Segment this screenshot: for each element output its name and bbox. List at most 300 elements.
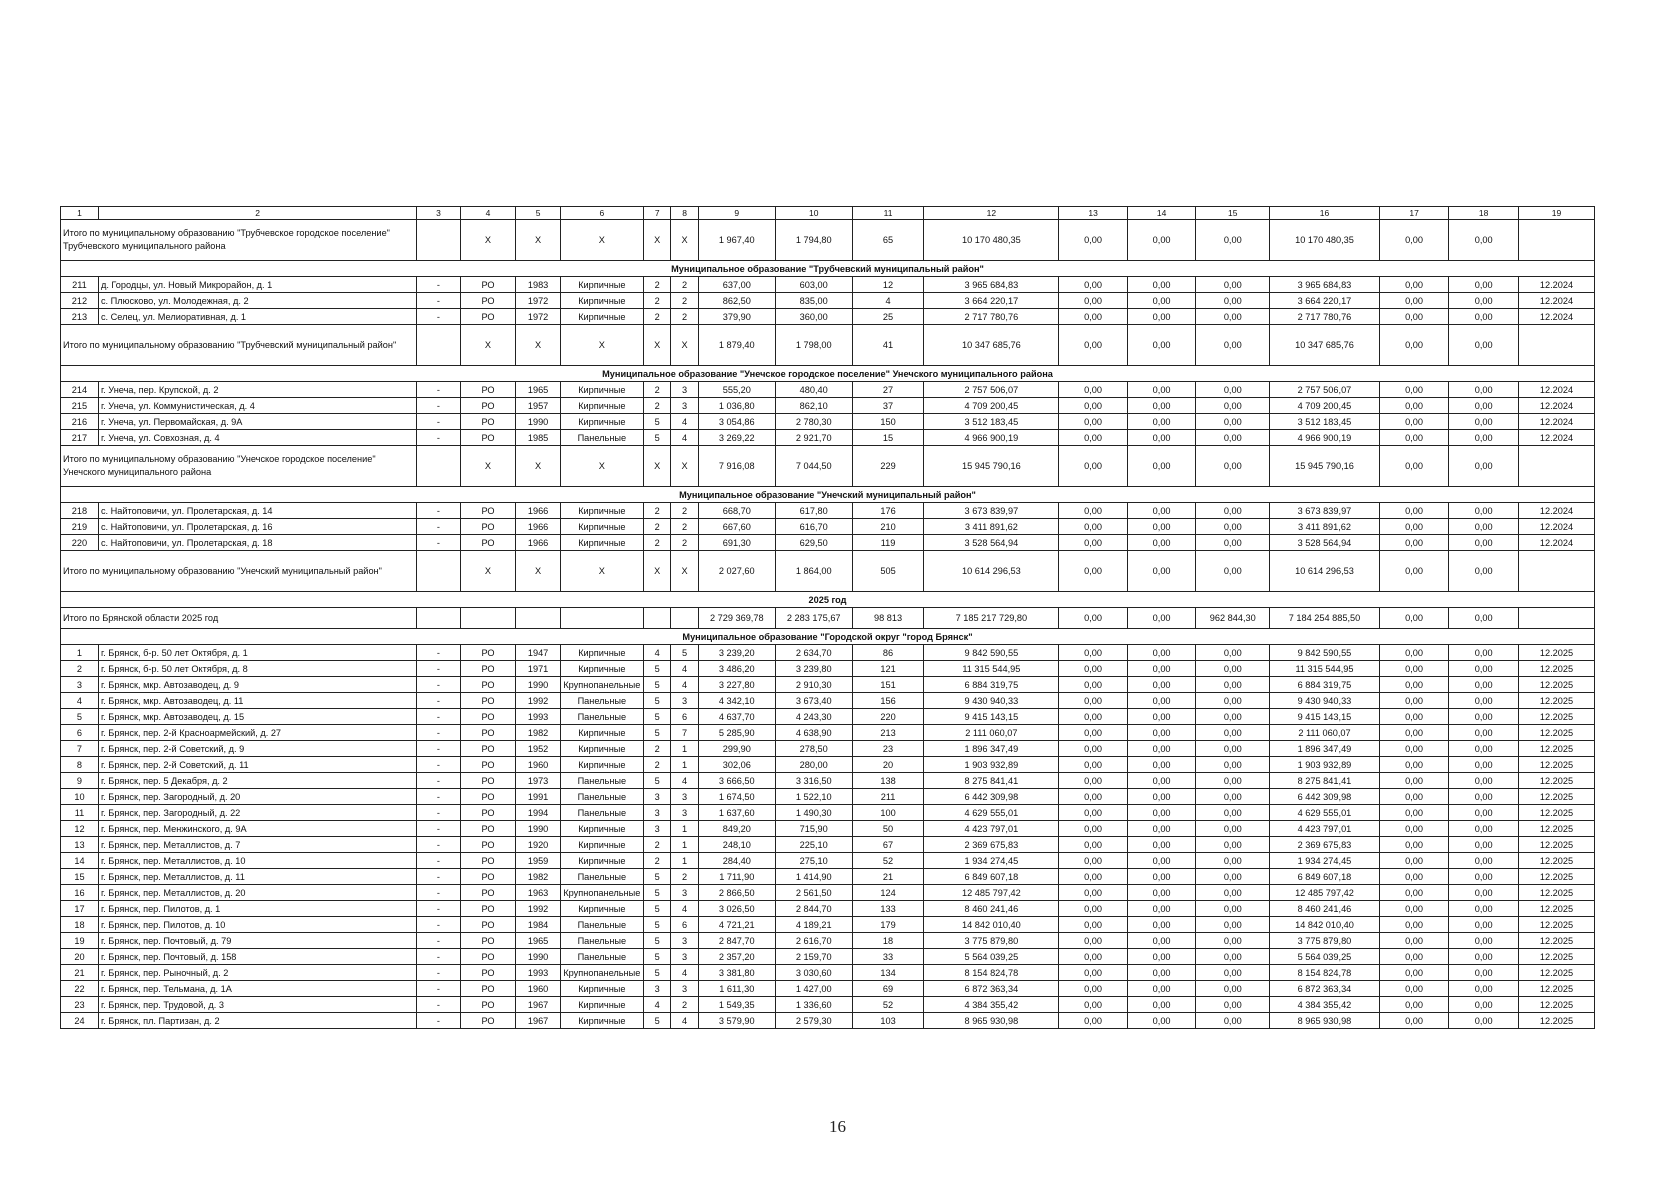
table-cell: Кирпичные bbox=[560, 757, 643, 773]
section-heading-row bbox=[61, 629, 1595, 645]
table-cell: 0,00 bbox=[1059, 853, 1128, 869]
table-cell: 12 bbox=[852, 277, 924, 293]
column-number-cell: 3 bbox=[417, 207, 460, 220]
table-cell: - bbox=[417, 645, 460, 661]
total-cell: X bbox=[560, 551, 643, 592]
total-cell: 0,00 bbox=[1449, 551, 1519, 592]
address-cell: г. Брянск, пер. Почтовый, д. 79 bbox=[98, 933, 416, 949]
address-cell: г. Брянск, пер. Тельмана, д. 1А bbox=[98, 981, 416, 997]
table-cell: - bbox=[417, 853, 460, 869]
table-cell: 9 bbox=[61, 773, 99, 789]
table-cell: 1973 bbox=[516, 773, 560, 789]
table-cell: 0,00 bbox=[1127, 382, 1196, 398]
table-cell: 1966 bbox=[516, 519, 560, 535]
total-cell: 0,00 bbox=[1059, 446, 1128, 487]
total-label: Итого по муниципальному образованию "Трубчевский муниципальный район" bbox=[61, 325, 417, 366]
total-cell bbox=[1518, 220, 1594, 261]
table-row bbox=[61, 933, 1595, 949]
table-cell: РО bbox=[460, 677, 516, 693]
table-cell: 0,00 bbox=[1127, 869, 1196, 885]
page-number: 16 bbox=[829, 1117, 846, 1136]
table-cell: 25 bbox=[852, 309, 924, 325]
column-number-cell: 8 bbox=[671, 207, 698, 220]
section-heading: Муниципальное образование "Унечское городское поселение" Унечского муниципального района bbox=[61, 366, 1595, 382]
table-cell: 5 564 039,25 bbox=[924, 949, 1059, 965]
table-cell: 0,00 bbox=[1196, 901, 1270, 917]
table-row bbox=[61, 382, 1595, 398]
table-cell: 0,00 bbox=[1449, 677, 1519, 693]
total-cell: 0,00 bbox=[1127, 608, 1196, 629]
table-cell: 0,00 bbox=[1449, 725, 1519, 741]
table-cell: 0,00 bbox=[1379, 661, 1449, 677]
table-cell: 1990 bbox=[516, 949, 560, 965]
table-cell: 280,00 bbox=[775, 757, 852, 773]
table-cell: 4 243,30 bbox=[775, 709, 852, 725]
table-cell: 0,00 bbox=[1379, 693, 1449, 709]
table-row bbox=[61, 757, 1595, 773]
table-cell: 617,80 bbox=[775, 503, 852, 519]
table-cell: 360,00 bbox=[775, 309, 852, 325]
table-cell: 2 bbox=[643, 853, 670, 869]
total-cell: 0,00 bbox=[1379, 608, 1449, 629]
table-cell: 69 bbox=[852, 981, 924, 997]
table-cell: Кирпичные bbox=[560, 277, 643, 293]
table-cell: 37 bbox=[852, 398, 924, 414]
table-row bbox=[61, 997, 1595, 1013]
table-cell: 156 bbox=[852, 693, 924, 709]
table-cell: 12.2024 bbox=[1518, 382, 1594, 398]
table-row bbox=[61, 949, 1595, 965]
table-cell: 0,00 bbox=[1127, 277, 1196, 293]
table-cell: 3 673 839,97 bbox=[924, 503, 1059, 519]
table-cell: 0,00 bbox=[1379, 837, 1449, 853]
column-number-cell: 17 bbox=[1379, 207, 1449, 220]
table-cell: 0,00 bbox=[1059, 885, 1128, 901]
table-cell: 0,00 bbox=[1127, 414, 1196, 430]
table-cell: 0,00 bbox=[1379, 821, 1449, 837]
table-row bbox=[61, 535, 1595, 551]
table-cell: Панельные bbox=[560, 933, 643, 949]
table-cell: РО bbox=[460, 933, 516, 949]
table-cell: 212 bbox=[61, 293, 99, 309]
table-cell: 12.2024 bbox=[1518, 519, 1594, 535]
address-cell: г. Брянск, пер. Загородный, д. 22 bbox=[98, 805, 416, 821]
total-cell: X bbox=[671, 551, 698, 592]
table-cell: 0,00 bbox=[1379, 382, 1449, 398]
table-cell: 616,70 bbox=[775, 519, 852, 535]
table-cell: 1 bbox=[61, 645, 99, 661]
table-cell: 18 bbox=[61, 917, 99, 933]
table-cell: 12.2025 bbox=[1518, 693, 1594, 709]
table-cell: РО bbox=[460, 997, 516, 1013]
address-cell: г. Брянск, пер. 2-й Советский, д. 11 bbox=[98, 757, 416, 773]
table-cell: 2 bbox=[643, 503, 670, 519]
total-cell: 0,00 bbox=[1379, 551, 1449, 592]
table-cell: 4 637,70 bbox=[698, 709, 775, 725]
subtotal-row bbox=[61, 325, 1595, 366]
table-cell: 2 579,30 bbox=[775, 1013, 852, 1029]
table-cell: Кирпичные bbox=[560, 293, 643, 309]
table-cell: 3 026,50 bbox=[698, 901, 775, 917]
table-cell: 2 921,70 bbox=[775, 430, 852, 446]
table-cell: 3 965 684,83 bbox=[924, 277, 1059, 293]
table-cell: 2 bbox=[671, 997, 698, 1013]
table-cell: 0,00 bbox=[1379, 965, 1449, 981]
table-cell: - bbox=[417, 693, 460, 709]
table-cell: Кирпичные bbox=[560, 661, 643, 677]
table-cell: 6 bbox=[671, 709, 698, 725]
table-cell: 0,00 bbox=[1449, 709, 1519, 725]
table-cell: 8 275 841,41 bbox=[1270, 773, 1380, 789]
table-cell: 0,00 bbox=[1059, 503, 1128, 519]
table-cell: РО bbox=[460, 741, 516, 757]
table-cell: 12.2024 bbox=[1518, 503, 1594, 519]
table-cell: 86 bbox=[852, 645, 924, 661]
total-cell: X bbox=[460, 551, 516, 592]
table-cell: 12.2025 bbox=[1518, 1013, 1594, 1029]
total-label: Итого по муниципальному образованию "Трубчевское городское поселение" Трубчевского муниципального района bbox=[61, 220, 417, 261]
table-cell: 23 bbox=[852, 741, 924, 757]
table-cell: 0,00 bbox=[1196, 869, 1270, 885]
table-cell: - bbox=[417, 757, 460, 773]
table-cell: 5 bbox=[643, 1013, 670, 1029]
table-cell: 6 884 319,75 bbox=[924, 677, 1059, 693]
table-cell: 211 bbox=[61, 277, 99, 293]
table-cell: 3 bbox=[671, 981, 698, 997]
table-cell: - bbox=[417, 805, 460, 821]
table-cell: 0,00 bbox=[1449, 661, 1519, 677]
table-cell: 211 bbox=[852, 789, 924, 805]
address-cell: г. Унеча, ул. Совхозная, д. 4 bbox=[98, 430, 416, 446]
table-cell: 10 bbox=[61, 789, 99, 805]
column-number-cell: 16 bbox=[1270, 207, 1380, 220]
table-cell: 23 bbox=[61, 997, 99, 1013]
total-cell bbox=[516, 608, 560, 629]
table-cell: 0,00 bbox=[1379, 677, 1449, 693]
table-cell: 2 bbox=[671, 869, 698, 885]
table-cell: - bbox=[417, 503, 460, 519]
table-cell: 4 709 200,45 bbox=[924, 398, 1059, 414]
table-cell: 0,00 bbox=[1059, 933, 1128, 949]
table-cell: 629,50 bbox=[775, 535, 852, 551]
table-cell: 0,00 bbox=[1449, 789, 1519, 805]
table-cell: 3 486,20 bbox=[698, 661, 775, 677]
total-cell: X bbox=[516, 551, 560, 592]
table-cell: 8 460 241,46 bbox=[1270, 901, 1380, 917]
section-heading-row bbox=[61, 592, 1595, 608]
table-cell: Кирпичные bbox=[560, 853, 643, 869]
total-cell bbox=[1518, 325, 1594, 366]
table-cell: 1993 bbox=[516, 965, 560, 981]
total-cell: X bbox=[671, 325, 698, 366]
table-cell: 0,00 bbox=[1379, 917, 1449, 933]
table-cell: Кирпичные bbox=[560, 398, 643, 414]
table-cell: Крупнопанельные bbox=[560, 965, 643, 981]
table-cell: 0,00 bbox=[1379, 789, 1449, 805]
table-cell: - bbox=[417, 709, 460, 725]
table-cell: 3 381,80 bbox=[698, 965, 775, 981]
total-cell bbox=[1518, 446, 1594, 487]
table-cell: 555,20 bbox=[698, 382, 775, 398]
table-cell: РО bbox=[460, 917, 516, 933]
table-cell: 0,00 bbox=[1059, 949, 1128, 965]
table-cell: 5 bbox=[643, 901, 670, 917]
address-cell: г. Брянск, пер. Загородный, д. 20 bbox=[98, 789, 416, 805]
table-cell: 0,00 bbox=[1449, 503, 1519, 519]
table-cell: 3 bbox=[671, 789, 698, 805]
total-cell bbox=[560, 608, 643, 629]
table-cell: 4 bbox=[671, 1013, 698, 1029]
table-cell: 12.2025 bbox=[1518, 789, 1594, 805]
table-cell: 3 411 891,62 bbox=[924, 519, 1059, 535]
document-sheet bbox=[60, 206, 1595, 1029]
table-cell: 4 384 355,42 bbox=[1270, 997, 1380, 1013]
table-cell: 0,00 bbox=[1059, 277, 1128, 293]
table-cell: 2 111 060,07 bbox=[924, 725, 1059, 741]
table-cell: Панельные bbox=[560, 773, 643, 789]
table-cell: РО bbox=[460, 693, 516, 709]
table-cell: 3 bbox=[671, 949, 698, 965]
table-cell: 1960 bbox=[516, 757, 560, 773]
table-cell: 1920 bbox=[516, 837, 560, 853]
address-cell: г. Брянск, пер. Металлистов, д. 10 bbox=[98, 853, 416, 869]
table-cell: 12.2025 bbox=[1518, 757, 1594, 773]
total-cell bbox=[643, 608, 670, 629]
table-cell: - bbox=[417, 917, 460, 933]
total-cell: X bbox=[560, 446, 643, 487]
table-cell: 12.2025 bbox=[1518, 933, 1594, 949]
table-cell: 1994 bbox=[516, 805, 560, 821]
table-cell: 3 030,60 bbox=[775, 965, 852, 981]
address-cell: г. Брянск, пер. Пилотов, д. 1 bbox=[98, 901, 416, 917]
table-cell: 2 357,20 bbox=[698, 949, 775, 965]
table-cell: РО bbox=[460, 414, 516, 430]
table-cell: 4 bbox=[643, 645, 670, 661]
table-cell: 2 bbox=[643, 757, 670, 773]
total-cell: 2 283 175,67 bbox=[775, 608, 852, 629]
table-cell: 0,00 bbox=[1127, 917, 1196, 933]
total-cell: 505 bbox=[852, 551, 924, 592]
table-row bbox=[61, 869, 1595, 885]
table-cell: - bbox=[417, 837, 460, 853]
table-row bbox=[61, 805, 1595, 821]
table-cell: 0,00 bbox=[1196, 853, 1270, 869]
total-cell: X bbox=[643, 220, 670, 261]
table-cell: 0,00 bbox=[1059, 901, 1128, 917]
table-cell: РО bbox=[460, 519, 516, 535]
table-cell: 0,00 bbox=[1449, 430, 1519, 446]
table-cell: 12.2025 bbox=[1518, 741, 1594, 757]
total-cell: 15 945 790,16 bbox=[1270, 446, 1380, 487]
total-cell: 0,00 bbox=[1127, 446, 1196, 487]
table-cell: 4 bbox=[671, 901, 698, 917]
total-cell: X bbox=[671, 446, 698, 487]
column-number-cell: 5 bbox=[516, 207, 560, 220]
table-cell: 12.2025 bbox=[1518, 917, 1594, 933]
total-cell: 1 879,40 bbox=[698, 325, 775, 366]
table-cell: 11 315 544,95 bbox=[924, 661, 1059, 677]
total-cell bbox=[417, 325, 460, 366]
address-cell: г. Брянск, пер. 2-й Красноармейский, д. 27 bbox=[98, 725, 416, 741]
table-cell: 8 154 824,78 bbox=[924, 965, 1059, 981]
table-cell: - bbox=[417, 382, 460, 398]
total-cell bbox=[1518, 608, 1594, 629]
table-cell: 12.2024 bbox=[1518, 398, 1594, 414]
table-cell: 12 bbox=[61, 821, 99, 837]
table-cell: 0,00 bbox=[1196, 997, 1270, 1013]
total-cell: 10 347 685,76 bbox=[924, 325, 1059, 366]
table-cell: 5 bbox=[643, 661, 670, 677]
table-cell: 0,00 bbox=[1127, 901, 1196, 917]
table-cell: 7 bbox=[61, 741, 99, 757]
table-row bbox=[61, 901, 1595, 917]
table-cell: РО bbox=[460, 805, 516, 821]
table-cell: 0,00 bbox=[1059, 309, 1128, 325]
table-cell: 0,00 bbox=[1449, 821, 1519, 837]
table-cell: 1957 bbox=[516, 398, 560, 414]
address-cell: г. Брянск, б-р. 50 лет Октября, д. 8 bbox=[98, 661, 416, 677]
total-cell: 0,00 bbox=[1449, 220, 1519, 261]
table-cell: 3 528 564,94 bbox=[924, 535, 1059, 551]
table-cell: 1 896 347,49 bbox=[1270, 741, 1380, 757]
table-cell: 0,00 bbox=[1379, 901, 1449, 917]
table-cell: 0,00 bbox=[1127, 535, 1196, 551]
grand-total-row bbox=[61, 608, 1595, 629]
table-cell: 12.2025 bbox=[1518, 869, 1594, 885]
column-number-cell: 11 bbox=[852, 207, 924, 220]
table-cell: 0,00 bbox=[1449, 293, 1519, 309]
table-cell: Кирпичные bbox=[560, 837, 643, 853]
total-cell: 0,00 bbox=[1059, 608, 1128, 629]
total-cell: 0,00 bbox=[1449, 608, 1519, 629]
table-cell: - bbox=[417, 309, 460, 325]
table-cell: 16 bbox=[61, 885, 99, 901]
table-cell: 3 bbox=[671, 805, 698, 821]
table-cell: Панельные bbox=[560, 805, 643, 821]
table-cell: 138 bbox=[852, 773, 924, 789]
table-cell: 0,00 bbox=[1449, 773, 1519, 789]
table-cell: 12.2025 bbox=[1518, 805, 1594, 821]
table-cell: 12 485 797,42 bbox=[1270, 885, 1380, 901]
table-cell: 22 bbox=[61, 981, 99, 997]
address-cell: г. Брянск, пер. Пилотов, д. 10 bbox=[98, 917, 416, 933]
total-label: Итого по Брянской области 2025 год bbox=[61, 608, 417, 629]
table-cell: Кирпичные bbox=[560, 309, 643, 325]
table-cell: РО bbox=[460, 645, 516, 661]
table-cell: 9 842 590,55 bbox=[924, 645, 1059, 661]
table-cell: 210 bbox=[852, 519, 924, 535]
table-cell: Панельные bbox=[560, 430, 643, 446]
table-cell: 0,00 bbox=[1196, 414, 1270, 430]
column-number-cell: 18 bbox=[1449, 207, 1519, 220]
address-cell: с. Селец, ул. Мелиоративная, д. 1 bbox=[98, 309, 416, 325]
table-cell: - bbox=[417, 885, 460, 901]
table-cell: Крупнопанельные bbox=[560, 885, 643, 901]
table-cell: 20 bbox=[61, 949, 99, 965]
total-cell: 15 945 790,16 bbox=[924, 446, 1059, 487]
address-cell: г. Брянск, пер. 5 Декабря, д. 2 bbox=[98, 773, 416, 789]
table-cell: 14 842 010,40 bbox=[924, 917, 1059, 933]
table-cell: 0,00 bbox=[1196, 981, 1270, 997]
table-cell: 1 637,60 bbox=[698, 805, 775, 821]
table-cell: 4 709 200,45 bbox=[1270, 398, 1380, 414]
table-cell: 668,70 bbox=[698, 503, 775, 519]
table-cell: 5 bbox=[643, 885, 670, 901]
table-cell: 0,00 bbox=[1379, 430, 1449, 446]
table-cell: 0,00 bbox=[1196, 757, 1270, 773]
total-cell: 10 347 685,76 bbox=[1270, 325, 1380, 366]
table-cell: 4 721,21 bbox=[698, 917, 775, 933]
table-cell: 2 bbox=[671, 293, 698, 309]
table-cell: 176 bbox=[852, 503, 924, 519]
table-cell: 12.2025 bbox=[1518, 661, 1594, 677]
table-cell: 480,40 bbox=[775, 382, 852, 398]
table-cell: Панельные bbox=[560, 693, 643, 709]
table-cell: 1982 bbox=[516, 869, 560, 885]
table-row bbox=[61, 661, 1595, 677]
table-cell: Кирпичные bbox=[560, 821, 643, 837]
table-cell: 0,00 bbox=[1449, 997, 1519, 1013]
table-row bbox=[61, 773, 1595, 789]
table-cell: 1966 bbox=[516, 535, 560, 551]
table-cell: - bbox=[417, 661, 460, 677]
table-cell: 0,00 bbox=[1449, 645, 1519, 661]
table-cell: 52 bbox=[852, 997, 924, 1013]
table-cell: РО bbox=[460, 430, 516, 446]
table-cell: 5 bbox=[643, 709, 670, 725]
table-cell: 0,00 bbox=[1059, 821, 1128, 837]
table-cell: 1947 bbox=[516, 645, 560, 661]
table-cell: 0,00 bbox=[1127, 693, 1196, 709]
table-cell: 24 bbox=[61, 1013, 99, 1029]
table-cell: РО bbox=[460, 535, 516, 551]
table-cell: 2 159,70 bbox=[775, 949, 852, 965]
total-cell: 0,00 bbox=[1127, 220, 1196, 261]
table-cell: 3 227,80 bbox=[698, 677, 775, 693]
table-cell: 3 512 183,45 bbox=[924, 414, 1059, 430]
table-cell: 215 bbox=[61, 398, 99, 414]
table-cell: 0,00 bbox=[1196, 693, 1270, 709]
table-row bbox=[61, 430, 1595, 446]
table-cell: 1993 bbox=[516, 709, 560, 725]
table-cell: Кирпичные bbox=[560, 382, 643, 398]
table-cell: 0,00 bbox=[1059, 677, 1128, 693]
table-cell: 5 bbox=[643, 933, 670, 949]
table-cell: 0,00 bbox=[1196, 917, 1270, 933]
table-cell: 0,00 bbox=[1127, 997, 1196, 1013]
table-cell: 0,00 bbox=[1379, 869, 1449, 885]
table-cell: 4 bbox=[671, 661, 698, 677]
table-cell: 0,00 bbox=[1059, 805, 1128, 821]
table-cell: 0,00 bbox=[1127, 661, 1196, 677]
table-cell: 6 bbox=[61, 725, 99, 741]
table-cell: - bbox=[417, 414, 460, 430]
total-cell: X bbox=[460, 325, 516, 366]
table-cell: РО bbox=[460, 949, 516, 965]
table-cell: 4 bbox=[852, 293, 924, 309]
table-cell: 1 934 274,45 bbox=[1270, 853, 1380, 869]
table-cell: 9 415 143,15 bbox=[1270, 709, 1380, 725]
table-cell: - bbox=[417, 1013, 460, 1029]
table-cell: 2 bbox=[643, 519, 670, 535]
table-cell: 12.2025 bbox=[1518, 949, 1594, 965]
table-cell: 1 bbox=[671, 821, 698, 837]
address-cell: г. Брянск, б-р. 50 лет Октября, д. 1 bbox=[98, 645, 416, 661]
table-cell: 1959 bbox=[516, 853, 560, 869]
total-cell: X bbox=[643, 551, 670, 592]
table-cell: 12.2024 bbox=[1518, 414, 1594, 430]
table-cell: 0,00 bbox=[1196, 535, 1270, 551]
